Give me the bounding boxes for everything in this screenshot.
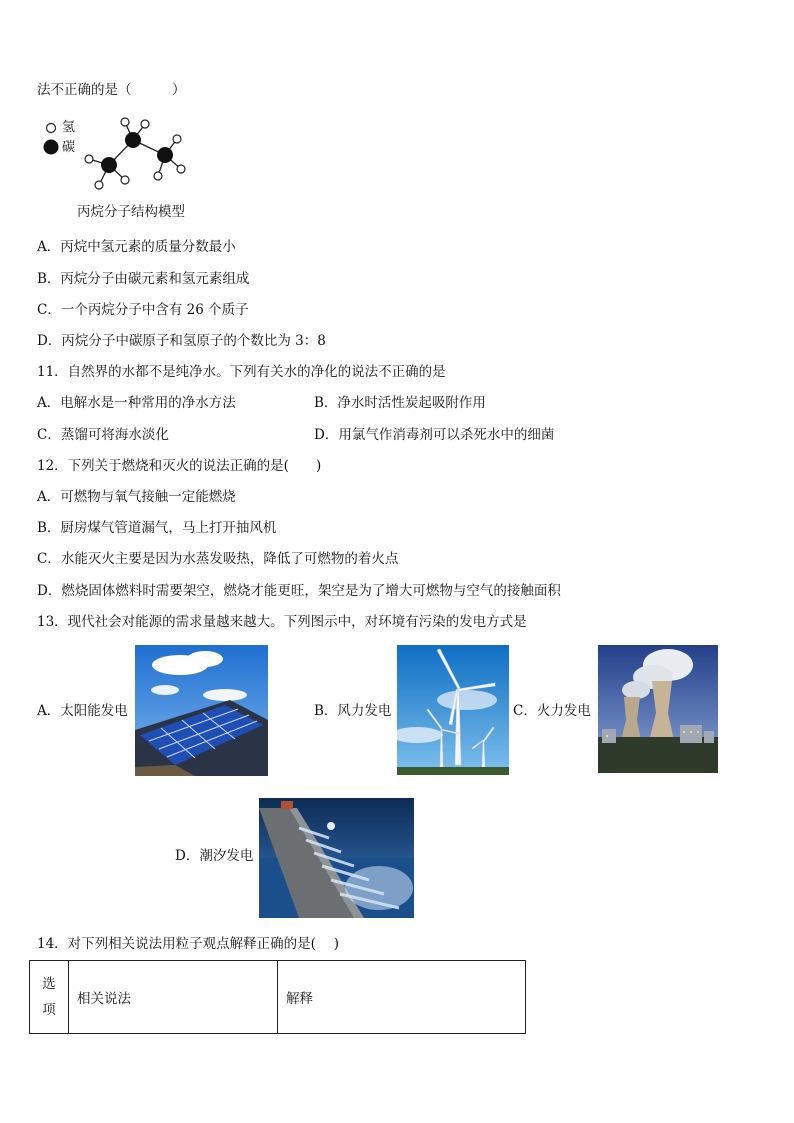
- propane-model-caption: 丙烷分子结构模型: [77, 204, 185, 220]
- molecule-legend-icons: [42, 120, 60, 160]
- header-explanation-cell: 解释: [278, 961, 526, 1034]
- q12-stem: 12．下列关于燃烧和灭火的说法正确的是( ): [37, 458, 322, 474]
- q12-option-b: B．厨房煤气管道漏气，马上打开抽风机: [37, 520, 277, 536]
- header-option-char-2: 项: [42, 1002, 56, 1018]
- q13-stem: 13．现代社会对能源的需求量越来越大。下列图示中，对环境有污染的发电方式是: [37, 614, 527, 630]
- q10-stem-tail: 法不正确的是（ ）: [37, 82, 186, 98]
- q11-option-b: B．净水时活性炭起吸附作用: [314, 395, 486, 411]
- q12-option-c: C．水能灭火主要是因为水蒸发吸热，降低了可燃物的着火点: [37, 551, 399, 567]
- q10-option-a: A．丙烷中氢元素的质量分数最小: [37, 239, 236, 255]
- legend-hydrogen-label: 氢: [62, 120, 76, 135]
- q11-option-a: A．电解水是一种常用的净水方法: [37, 395, 236, 411]
- propane-molecule-model: [80, 112, 190, 194]
- carbon-atom-icon: [44, 140, 59, 155]
- q11-stem: 11．自然界的水都不是纯净水。下列有关水的净化的说法不正确的是: [37, 364, 446, 380]
- q13-option-a-label: A．太阳能发电: [37, 703, 128, 719]
- q14-table: [29, 960, 526, 1034]
- q12-option-d: D．燃烧固体燃料时需要架空，燃烧才能更旺，架空是为了增大可燃物与空气的接触面积: [37, 583, 561, 599]
- table-header-row: [30, 961, 526, 1034]
- header-statement-cell: 相关说法: [69, 961, 278, 1034]
- q10-option-d: D．丙烷分子中碳原子和氢原子的个数比为 3：8: [37, 333, 326, 349]
- hydrogen-atom-icon: [47, 124, 56, 133]
- legend-carbon-label: 碳: [62, 140, 76, 155]
- solar-panel-image: [135, 645, 268, 776]
- q10-option-c: C．一个丙烷分子中含有 26 个质子: [37, 302, 249, 318]
- wind-turbine-image: [397, 645, 509, 775]
- thermal-power-plant-image: [598, 645, 718, 773]
- q10-option-b: B．丙烷分子由碳元素和氢元素组成: [37, 271, 250, 287]
- tidal-power-image: [259, 798, 414, 918]
- header-option-char-1: 选: [42, 976, 56, 992]
- q12-option-a: A．可燃物与氧气接触一定能燃烧: [37, 489, 236, 505]
- header-option-cell: [30, 961, 69, 1034]
- q13-option-c-label: C．火力发电: [513, 703, 591, 719]
- q13-option-b-label: B．风力发电: [314, 703, 392, 719]
- q11-option-c: C．蒸馏可将海水淡化: [37, 427, 169, 443]
- q13-option-d-label: D．潮汐发电: [175, 848, 254, 864]
- q14-stem: 14．对下列相关说法用粒子观点解释正确的是( ): [37, 936, 340, 952]
- q11-option-d: D．用氯气作消毒剂可以杀死水中的细菌: [314, 427, 555, 443]
